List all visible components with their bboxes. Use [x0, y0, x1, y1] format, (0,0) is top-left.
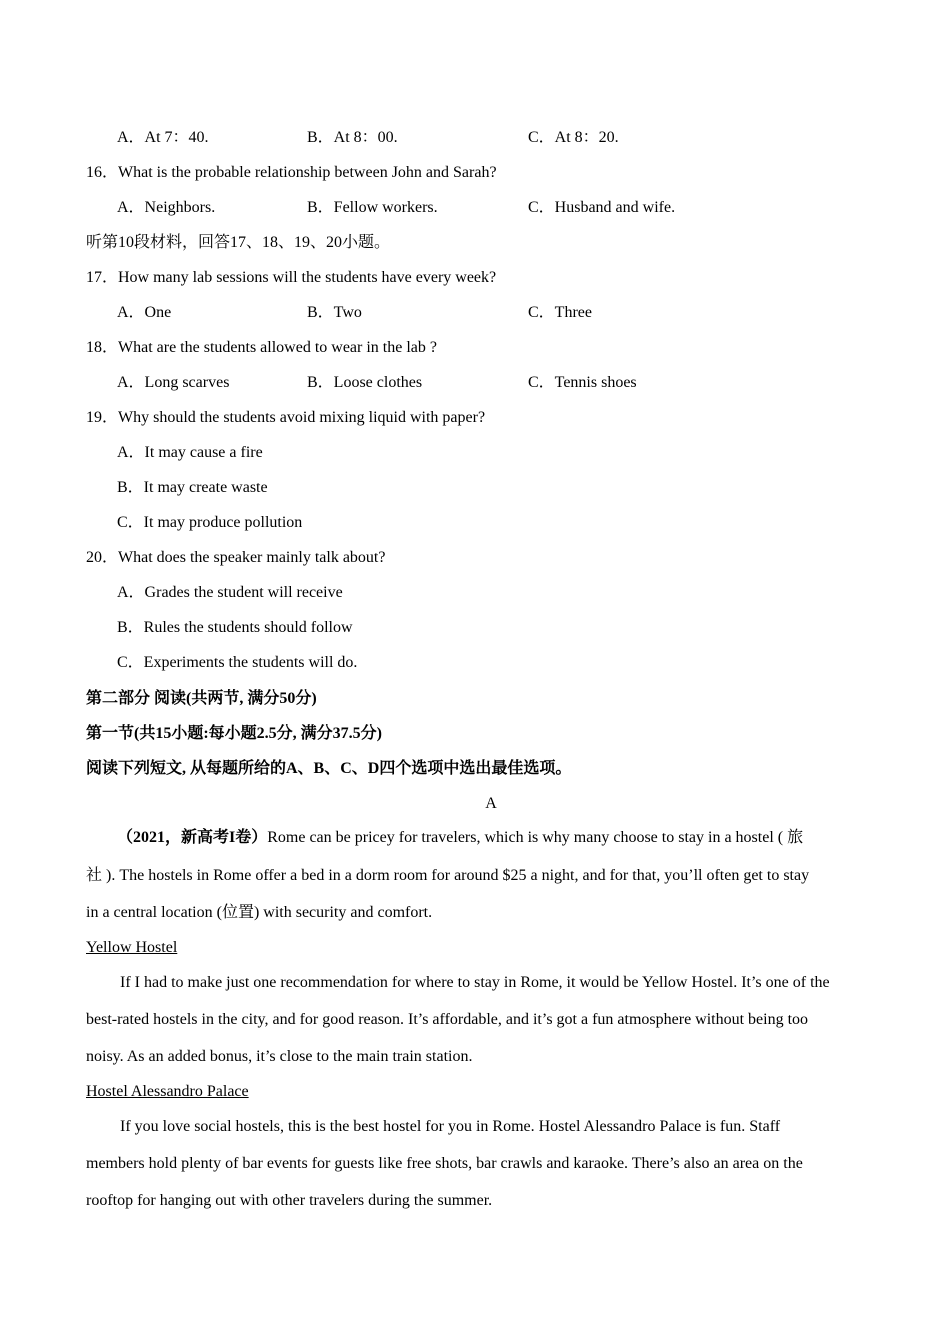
reading-instruction: 阅读下列短文, 从每题所给的A、B、C、D四个选项中选出最佳选项。 [86, 760, 572, 777]
part2-title: 第二部分 阅读(共两节, 满分50分) [86, 690, 317, 707]
passage-source: （2021，新高考I卷） [117, 829, 268, 846]
q16-option-a: A．Neighbors. [117, 199, 216, 216]
q20-stem: 20．What does the speaker mainly talk about? [86, 549, 386, 566]
q16-stem: 16．What is the probable relationship between John and Sarah? [86, 164, 497, 181]
q19-option-c: C．It may produce pollution [117, 514, 303, 531]
passage-intro-line-1 [117, 828, 803, 848]
q19-option-a: A．It may cause a fire [117, 444, 263, 461]
yellow-hostel-line-2: best-rated hostels in the city, and for good reason. It’s affordable, and it’s got a fun atmosphere without being too [86, 1011, 809, 1028]
material-10-instruction: 听第10段材料，回答17、18、19、20小题。 [86, 234, 391, 251]
q18-stem: 18．What are the students allowed to wear in the lab ? [86, 339, 437, 356]
section1-title: 第一节(共15小题:每小题2.5分, 满分37.5分) [86, 725, 382, 742]
passage-intro-line-3: in a central location (位置) with security and comfort. [86, 904, 433, 921]
passage-letter: A [485, 795, 497, 812]
q16-option-b: B．Fellow workers. [307, 199, 438, 216]
q18-option-c: C．Tennis shoes [528, 374, 637, 391]
q15-option-a: A．At 7：40. [117, 129, 209, 146]
q20-option-c: C．Experiments the students will do. [117, 654, 358, 671]
alessandro-line-2: members hold plenty of bar events for guests like free shots, bar crawls and karaoke. There’s also an area on the [86, 1155, 803, 1172]
q15-option-c: C．At 8：20. [528, 129, 619, 146]
q20-option-a: A．Grades the student will receive [117, 584, 343, 601]
alessandro-line-1: If you love social hostels, this is the best hostel for you in Rome. Hostel Alessandro Palace is fun. Staff [120, 1118, 781, 1135]
q16-option-c: C．Husband and wife. [528, 199, 676, 216]
yellow-hostel-line-3: noisy. As an added bonus, it’s close to the main train station. [86, 1048, 473, 1065]
q18-option-b: B．Loose clothes [307, 374, 423, 391]
passage-intro-line-2: 社 ). The hostels in Rome offer a bed in a dorm room for around $25 a night, and for that, you’ll often get to stay [86, 867, 810, 884]
q19-stem: 19．Why should the students avoid mixing liquid with paper? [86, 409, 486, 426]
heading-yellow-hostel: Yellow Hostel [86, 939, 178, 956]
q20-option-b: B．Rules the students should follow [117, 619, 353, 636]
q17-option-c: C．Three [528, 304, 592, 321]
q17-option-a: A．One [117, 304, 172, 321]
q15-option-b: B．At 8：00. [307, 129, 398, 146]
q17-option-b: B．Two [307, 304, 362, 321]
yellow-hostel-line-1: If I had to make just one recommendation for where to stay in Rome, it would be Yellow Hostel. It’s one of the [120, 974, 830, 991]
q19-option-b: B．It may create waste [117, 479, 268, 496]
q17-stem: 17．How many lab sessions will the students have every week? [86, 269, 497, 286]
q18-option-a: A．Long scarves [117, 374, 230, 391]
passage-intro-text-1: Rome can be pricey for travelers, which is why many choose to stay in a hostel ( 旅 [267, 829, 804, 846]
heading-hostel-alessandro-palace: Hostel Alessandro Palace [86, 1083, 249, 1100]
alessandro-line-3: rooftop for hanging out with other travelers during the summer. [86, 1192, 493, 1209]
